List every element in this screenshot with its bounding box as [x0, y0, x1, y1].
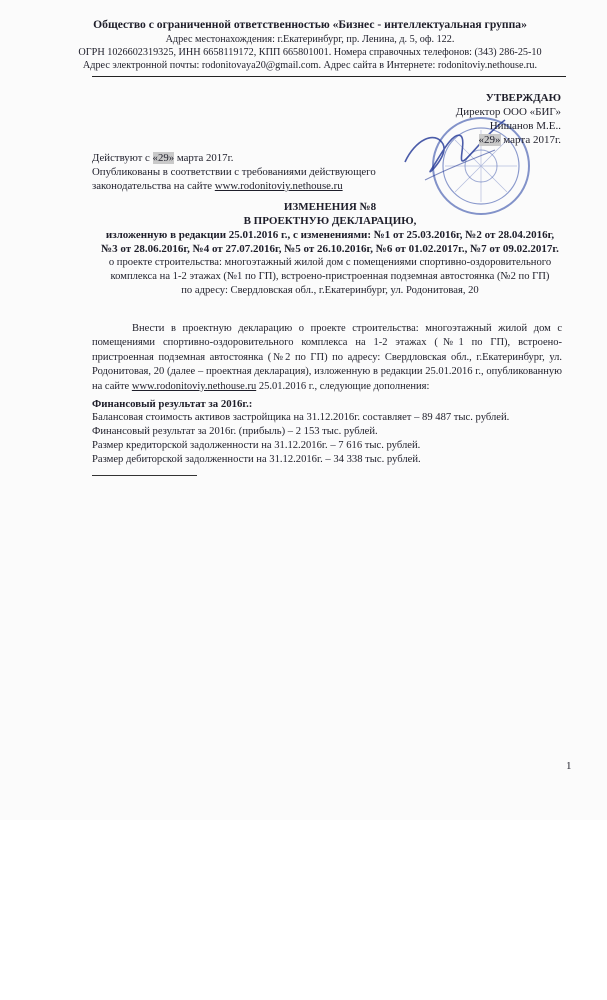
validity-day: «29» — [152, 152, 175, 164]
doc-title-line-1: ИЗМЕНЕНИЯ №8 — [283, 201, 377, 213]
published-line-1: Опубликованы в соответствии с требованиями действующего — [92, 166, 376, 178]
organization-registration: ОГРН 1026602319325, ИНН 6658119172, КПП 665801001. Номера справочных телефонов: (343) 286-25-10 — [78, 47, 542, 58]
doc-title-line-2: В ПРОЕКТНУЮ ДЕКЛАРАЦИЮ, — [243, 215, 417, 227]
validity-date — [92, 152, 234, 164]
financial-title: Финансовый результат за 2016г.: — [92, 398, 253, 410]
approval-name: Нишанов М.Е.. — [489, 120, 561, 132]
published-line-2 — [92, 180, 343, 192]
organization-address: Адрес местонахождения: г.Екатеринбург, пр. Ленина, д. 5, оф. 122. — [165, 34, 455, 45]
financial-line-profit: Финансовый результат за 2016г. (прибыль) – 2 153 тыс. рублей. — [92, 426, 378, 437]
approval-date — [479, 134, 561, 146]
financial-line-receivables: Размер дебиторской задолженности на 31.12.2016г. – 34 338 тыс. рублей. — [92, 454, 421, 465]
footer-rule — [92, 475, 197, 476]
doc-subject-line-3: по адресу: Свердловская обл., г.Екатеринбург, ул. Родонитовая, 20 — [181, 285, 479, 296]
main-paragraph-tail: 25.01.2016 г., следующие дополнения: — [256, 380, 430, 392]
main-paragraph-site-link[interactable]: www.rodonitoviy.nethouse.ru — [131, 380, 257, 392]
organization-name: Общество с ограниченной ответственностью «Бизнес - интеллектуальная группа» — [93, 18, 527, 31]
approval-position: Директор ООО «БИГ» — [455, 106, 561, 118]
financial-line-assets: Балансовая стоимость активов застройщика на 31.12.2016г. составляет – 89 487 тыс. рублей. — [92, 412, 510, 423]
main-paragraph — [92, 322, 562, 394]
approval-date-day: «29» — [478, 134, 501, 146]
financial-line-payables: Размер кредиторской задолженности на 31.12.2016г. – 7 616 тыс. рублей. — [92, 440, 421, 451]
organization-contacts: Адрес электронной почты: rodonitovaya20@gmail.com. Адрес сайта в Интернете: rodonitoviy.nethouse.ru. — [82, 60, 538, 71]
approval-date-rest: марта 2017г. — [500, 134, 561, 146]
doc-subject-line-2: комплекса на 1-2 этажах (№1 по ГП), встроено-пристроенная подземная автостоянка (№2 по ГП) — [110, 271, 550, 282]
published-site-link[interactable]: www.rodonitoviy.nethouse.ru — [214, 180, 343, 192]
header-divider — [92, 76, 566, 77]
doc-title-line-4: №3 от 28.06.2016г, №4 от 27.07.2016г, №5 от 26.10.2016г, №6 от 01.02.2017г., №7 от 09.02.2017г. — [101, 243, 559, 255]
validity-suffix: марта 2017г. — [174, 152, 234, 164]
main-paragraph-text: Внести в проектную декларацию о проекте строительства: многоэтажный жилой дом с помещениями спортивно-оздоровительного комплекса на 1-2 этажах (№1 по ГП), встроено-пристроенная подземная автостоянка (№2 по ГП) по адресу: Свердловская обл., г.Екатеринбург, ул. Родонитовая, 20 (далее – проектная декларация), изложенную в редакции 25.01.2016 г., опубликованную на сайте — [92, 323, 562, 392]
blank-area — [0, 820, 607, 1000]
doc-title-line-3: изложенную в редакции 25.01.2016 г., с изменениями: №1 от 25.03.2016г, №2 от 28.04.2016г, — [105, 229, 555, 241]
doc-subject-line-1: о проекте строительства: многоэтажный жилой дом с помещениями спортивно-оздоровительного — [108, 257, 552, 268]
approval-title: УТВЕРЖДАЮ — [485, 92, 561, 104]
validity-prefix: Действуют с — [92, 152, 153, 164]
page-number: 1 — [566, 760, 572, 772]
published-prefix: законодательства на сайте — [92, 180, 215, 192]
